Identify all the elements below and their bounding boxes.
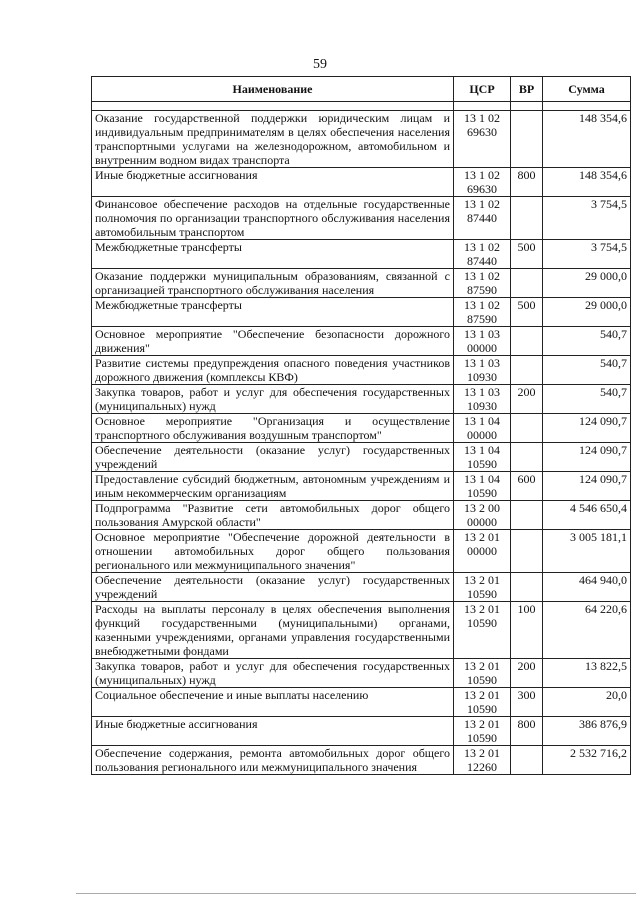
row-sum: 464 940,0 (543, 573, 631, 602)
row-sum: 3 005 181,1 (543, 530, 631, 573)
header-csr: ЦСР (454, 77, 511, 102)
row-name: Оказание поддержки муниципальным образованиям, связанной с организацией транспортного обслуживания населения (92, 269, 454, 298)
csr-program-code: 13 2 01 (464, 688, 500, 702)
row-csr (454, 688, 511, 717)
row-csr (454, 717, 511, 746)
row-name: Межбюджетные трансферты (92, 298, 454, 327)
csr-direction-code: 10590 (467, 731, 497, 745)
row-name: Обеспечение содержания, ремонта автомобильных дорог общего пользования регионального или межмуниципального значения (92, 746, 454, 775)
row-vr: 500 (511, 240, 543, 269)
table-row (92, 269, 631, 298)
csr-program-code: 13 1 02 (464, 269, 500, 283)
row-sum: 124 090,7 (543, 414, 631, 443)
row-csr (454, 240, 511, 269)
row-csr (454, 659, 511, 688)
header-vr: ВР (511, 77, 543, 102)
csr-direction-code: 87590 (467, 312, 497, 326)
row-vr (511, 501, 543, 530)
row-sum: 13 822,5 (543, 659, 631, 688)
table-header-row (92, 77, 631, 102)
row-vr: 600 (511, 472, 543, 501)
page-number: 59 (313, 57, 327, 72)
row-csr (454, 414, 511, 443)
row-sum: 540,7 (543, 356, 631, 385)
csr-program-code: 13 2 01 (464, 602, 500, 616)
row-vr (511, 746, 543, 775)
row-sum: 29 000,0 (543, 298, 631, 327)
table-row (92, 168, 631, 197)
row-csr (454, 385, 511, 414)
row-name: Обеспечение деятельности (оказание услуг) государственных учреждений (92, 573, 454, 602)
row-sum: 3 754,5 (543, 197, 631, 240)
table-row (92, 414, 631, 443)
row-vr (511, 356, 543, 385)
csr-program-code: 13 1 04 (464, 443, 500, 457)
csr-program-code: 13 2 00 (464, 501, 500, 515)
csr-direction-code: 00000 (467, 544, 497, 558)
row-csr (454, 356, 511, 385)
spacer-row (92, 102, 631, 111)
csr-program-code: 13 1 03 (464, 385, 500, 399)
table-row (92, 327, 631, 356)
row-sum: 29 000,0 (543, 269, 631, 298)
row-vr: 100 (511, 602, 543, 659)
csr-direction-code: 00000 (467, 341, 497, 355)
row-name: Межбюджетные трансферты (92, 240, 454, 269)
row-vr: 800 (511, 168, 543, 197)
row-vr (511, 414, 543, 443)
table-row (92, 530, 631, 573)
row-vr: 300 (511, 688, 543, 717)
csr-direction-code: 87590 (467, 283, 497, 297)
csr-direction-code: 10930 (467, 370, 497, 384)
table-row (92, 573, 631, 602)
row-sum: 20,0 (543, 688, 631, 717)
row-name: Основное мероприятие "Обеспечение безопасности дорожного движения" (92, 327, 454, 356)
row-csr (454, 530, 511, 573)
row-name: Финансовое обеспечение расходов на отдельные государственные полномочия по организации транспортного обслуживания населения автомобильным транспортом (92, 197, 454, 240)
csr-direction-code: 10590 (467, 616, 497, 630)
table-row (92, 659, 631, 688)
csr-direction-code: 10590 (467, 673, 497, 687)
csr-direction-code: 69630 (467, 125, 497, 139)
table-row (92, 746, 631, 775)
csr-program-code: 13 1 04 (464, 414, 500, 428)
row-vr (511, 197, 543, 240)
csr-program-code: 13 1 04 (464, 472, 500, 486)
csr-direction-code: 69630 (467, 182, 497, 196)
row-csr (454, 746, 511, 775)
scan-edge-line (76, 893, 636, 894)
table-row (92, 501, 631, 530)
row-csr (454, 327, 511, 356)
row-vr: 500 (511, 298, 543, 327)
row-csr (454, 501, 511, 530)
row-sum: 64 220,6 (543, 602, 631, 659)
row-vr (511, 443, 543, 472)
csr-direction-code: 10590 (467, 486, 497, 500)
row-csr (454, 298, 511, 327)
row-name: Иные бюджетные ассигнования (92, 717, 454, 746)
csr-program-code: 13 1 02 (464, 111, 500, 125)
csr-direction-code: 00000 (467, 515, 497, 529)
row-name: Иные бюджетные ассигнования (92, 168, 454, 197)
row-name: Предоставление субсидий бюджетным, автономным учреждениям и иным некоммерческим организациям (92, 472, 454, 501)
row-sum: 124 090,7 (543, 443, 631, 472)
row-name: Подпрограмма "Развитие сети автомобильных дорог общего пользования Амурской области" (92, 501, 454, 530)
row-vr (511, 269, 543, 298)
csr-direction-code: 10590 (467, 457, 497, 471)
budget-table (91, 76, 631, 775)
row-sum: 2 532 716,2 (543, 746, 631, 775)
row-csr (454, 269, 511, 298)
row-sum: 540,7 (543, 385, 631, 414)
table-row (92, 443, 631, 472)
table-row (92, 688, 631, 717)
table-row (92, 240, 631, 269)
table-row (92, 197, 631, 240)
header-sum: Сумма (543, 77, 631, 102)
csr-program-code: 13 1 02 (464, 298, 500, 312)
table-body (92, 102, 631, 775)
row-csr (454, 472, 511, 501)
table-row (92, 717, 631, 746)
row-vr: 200 (511, 385, 543, 414)
row-name: Основное мероприятие "Организация и осуществление транспортного обслуживания воздушным транспортом" (92, 414, 454, 443)
row-name: Развитие системы предупреждения опасного поведения участников дорожного движения (комплексы КВФ) (92, 356, 454, 385)
row-sum: 148 354,6 (543, 168, 631, 197)
header-name: Наименование (92, 77, 454, 102)
csr-program-code: 13 1 02 (464, 197, 500, 211)
row-sum: 3 754,5 (543, 240, 631, 269)
row-sum: 148 354,6 (543, 111, 631, 168)
row-name: Расходы на выплаты персоналу в целях обеспечения выполнения функций государственными (муниципальными) органами, казенными учреждениями, органами управления государственными внебюджетными фондами (92, 602, 454, 659)
row-vr (511, 111, 543, 168)
row-csr (454, 602, 511, 659)
row-vr: 200 (511, 659, 543, 688)
row-vr (511, 327, 543, 356)
csr-direction-code: 10590 (467, 587, 497, 601)
row-csr (454, 197, 511, 240)
csr-direction-code: 10590 (467, 702, 497, 716)
csr-direction-code: 10930 (467, 399, 497, 413)
table-row (92, 111, 631, 168)
table-row (92, 356, 631, 385)
csr-program-code: 13 1 03 (464, 356, 500, 370)
table-row (92, 385, 631, 414)
row-sum: 540,7 (543, 327, 631, 356)
row-vr: 800 (511, 717, 543, 746)
row-vr (511, 530, 543, 573)
row-name: Социальное обеспечение и иные выплаты населению (92, 688, 454, 717)
row-name: Основное мероприятие "Обеспечение дорожной деятельности в отношении автомобильных дорог общего пользования регионального или межмуниципального значения" (92, 530, 454, 573)
row-vr (511, 573, 543, 602)
table-row (92, 298, 631, 327)
csr-program-code: 13 1 03 (464, 327, 500, 341)
csr-program-code: 13 1 02 (464, 168, 500, 182)
row-sum: 124 090,7 (543, 472, 631, 501)
row-name: Закупка товаров, работ и услуг для обеспечения государственных (муниципальных) нужд (92, 385, 454, 414)
table-row (92, 602, 631, 659)
row-sum: 4 546 650,4 (543, 501, 631, 530)
csr-direction-code: 87440 (467, 211, 497, 225)
csr-direction-code: 12260 (467, 760, 497, 774)
row-sum: 386 876,9 (543, 717, 631, 746)
row-name: Оказание государственной поддержки юридическим лицам и индивидуальным предпринимателям в целях обеспечения населения транспортными услугами на железнодорожном, автомобильном и внутренним водном видах транспорта (92, 111, 454, 168)
csr-program-code: 13 1 02 (464, 240, 500, 254)
row-csr (454, 111, 511, 168)
row-name: Обеспечение деятельности (оказание услуг) государственных учреждений (92, 443, 454, 472)
row-name: Закупка товаров, работ и услуг для обеспечения государственных (муниципальных) нужд (92, 659, 454, 688)
csr-program-code: 13 2 01 (464, 659, 500, 673)
csr-direction-code: 00000 (467, 428, 497, 442)
row-csr (454, 573, 511, 602)
row-csr (454, 443, 511, 472)
csr-direction-code: 87440 (467, 254, 497, 268)
csr-program-code: 13 2 01 (464, 530, 500, 544)
table-row (92, 472, 631, 501)
csr-program-code: 13 2 01 (464, 573, 500, 587)
csr-program-code: 13 2 01 (464, 717, 500, 731)
csr-program-code: 13 2 01 (464, 746, 500, 760)
row-csr (454, 168, 511, 197)
